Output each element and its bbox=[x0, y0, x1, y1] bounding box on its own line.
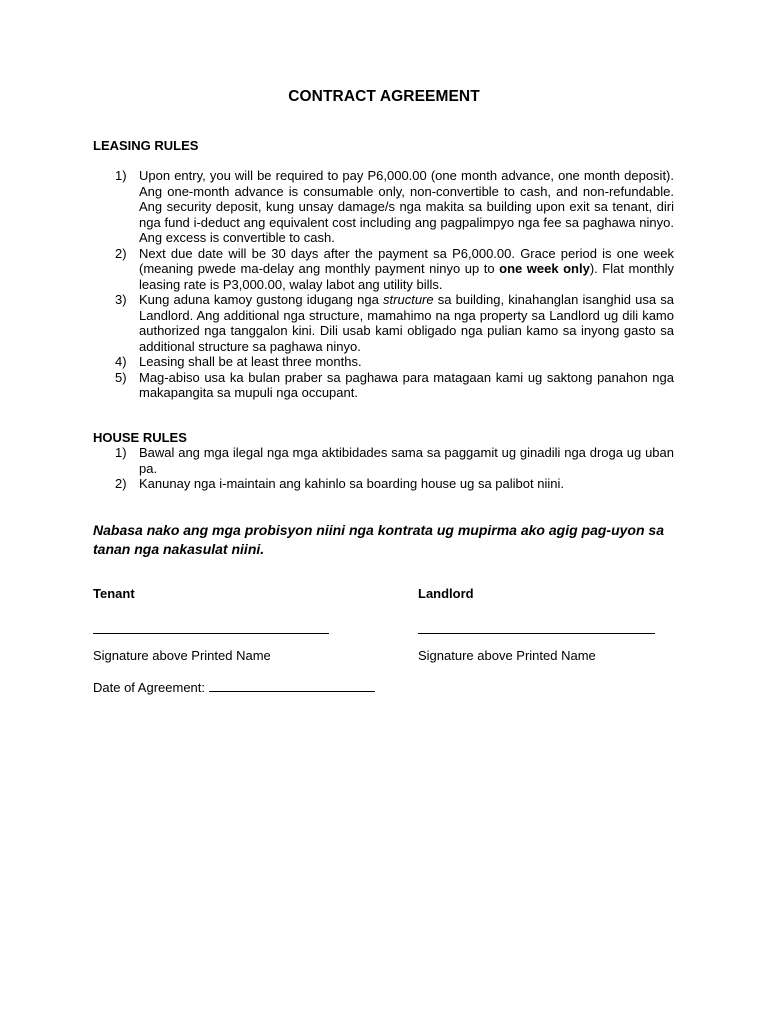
list-item-number: 3) bbox=[115, 292, 127, 307]
landlord-label: Landlord bbox=[418, 586, 474, 601]
document-title: CONTRACT AGREEMENT bbox=[288, 88, 480, 105]
tenant-signature-caption: Signature above Printed Name bbox=[93, 648, 271, 663]
list-item-text bbox=[139, 168, 674, 245]
list-item bbox=[93, 370, 674, 401]
landlord-signature-line[interactable] bbox=[418, 633, 655, 634]
list-item bbox=[93, 354, 674, 370]
text-run: ). Flat monthly leasing rate is P3,000.00, walay labot ang utility bills. bbox=[139, 261, 674, 292]
text-run: Bawal ang mga ilegal nga mga aktibidades sama sa paggamit ug ginadili nga droga ug uban pa. bbox=[139, 445, 674, 476]
tenant-signature-line[interactable] bbox=[93, 633, 329, 634]
list-item-number: 1) bbox=[115, 445, 127, 460]
list-item-number: 2) bbox=[115, 245, 127, 261]
list-item-number: 5) bbox=[115, 369, 127, 385]
list-item-text bbox=[139, 445, 674, 476]
date-of-agreement-field[interactable] bbox=[209, 679, 375, 692]
leasing-rules-heading: LEASING RULES bbox=[93, 138, 199, 153]
list-item bbox=[93, 476, 674, 492]
list-item-text bbox=[139, 354, 362, 369]
text-run: Kung aduna kamoy gustong idugang nga bbox=[139, 292, 384, 307]
list-item bbox=[93, 445, 674, 476]
text-run: sa building, kinahanglan isanghid usa sa Landlord. Ang additional nga structure, mamahimo na nga property sa Landlord ug dili kamo authorized nga tanggalon kini. Dili usab kami obligado nga pulian kamo sa inyong gasto sa additional structure sa paghawa ninyo. bbox=[139, 292, 674, 354]
landlord-signature-caption: Signature above Printed Name bbox=[418, 648, 596, 663]
list-item-number: 4) bbox=[115, 354, 127, 369]
text-run: Leasing shall be at least three months. bbox=[139, 354, 362, 369]
tenant-label: Tenant bbox=[93, 586, 135, 601]
list-item bbox=[93, 168, 674, 246]
text-run: Upon entry, you will be required to pay P6,000.00 (one month advance, one month deposit). Ang one-month advance is consumable only, non-convertible to cash, and non-refundable. Ang security deposit, kung unsay damage/s nga makita sa building upon exit sa tenant, diri nga fund i-deduct ang equivalent cost including ang pagpalimpyo nga fee sa paghawa ninyo. Ang excess is convertible to cash. bbox=[139, 168, 674, 245]
emphasis-italic: structure bbox=[383, 292, 434, 307]
text-run: Next due date will be 30 days after the payment sa P6,000.00. Grace period is one week (meaning pwede ma-delay ang monthly payment ninyo up to bbox=[139, 245, 674, 276]
agreement-statement: Nabasa nako ang mga probisyon niini nga kontrata ug mupirma ako agig pag-uyon sa tanan nga nakasulat niini. bbox=[93, 522, 664, 557]
text-run: Mag-abiso usa ka bulan praber sa paghawa para matagaan kami ug saktong panahon nga makapangita sa mupuli nga occupant. bbox=[139, 369, 674, 400]
emphasis-bold: one week only bbox=[499, 261, 590, 276]
list-item-number: 1) bbox=[115, 168, 127, 183]
leasing-rules-list bbox=[93, 168, 674, 401]
list-item-number: 2) bbox=[115, 476, 127, 491]
house-rules-list bbox=[93, 445, 674, 492]
list-item-text bbox=[139, 246, 674, 292]
house-rules-heading: HOUSE RULES bbox=[93, 430, 187, 445]
list-item bbox=[93, 246, 674, 293]
date-of-agreement-label: Date of Agreement: bbox=[93, 680, 206, 695]
list-item-text bbox=[139, 292, 674, 354]
date-of-agreement bbox=[93, 679, 375, 696]
list-item-text bbox=[139, 370, 674, 401]
list-item-text bbox=[139, 476, 564, 491]
list-item bbox=[93, 292, 674, 354]
text-run: Kanunay nga i-maintain ang kahinlo sa boarding house ug sa palibot niini. bbox=[139, 476, 564, 491]
